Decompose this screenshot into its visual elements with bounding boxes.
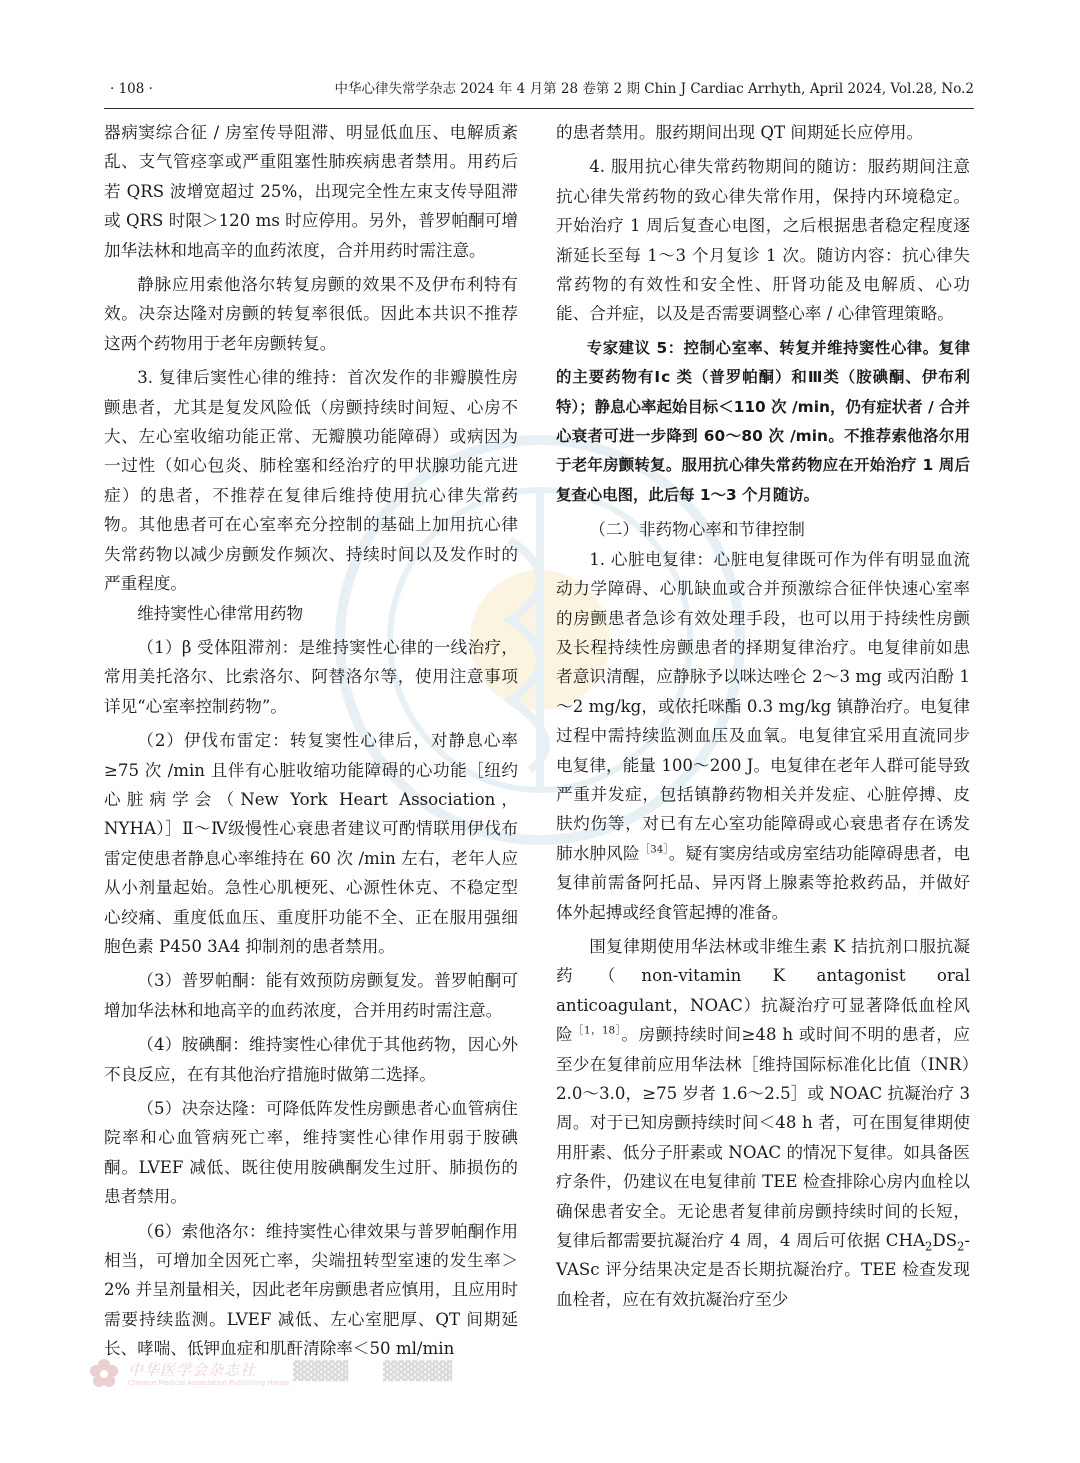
subscript: 2 [957, 1239, 965, 1254]
paragraph-3: 3. 复律后窦性心律的维持：首次发作的非瓣膜性房颤患者，尤其是复发风险低（房颤持续时间短、心房不大、左心室收缩功能正常、无瓣膜功能障碍）或病因为一过性（如心包炎、肺栓塞和经治疗的甲状腺功能亢进症）的患者，不推荐在复律后维持使用抗心律失常药物。其他患者可在心室率充分控制的基础上加用抗心律失常药物以减少房颤发作频次、持续时间以及发作时的严重程度。 [104, 368, 518, 594]
drug-item-2: （2）伊伐布雷定：转复窦性心律后，对静息心率≥75 次 /min 且伴有心脏收缩功能障碍的心功能［纽约心脏病学会（New York Heart Association，NYHA）］Ⅱ～Ⅳ级慢性心衰患者建议可酌情联用伊伐布雷定使患者静息心率维持在 60 次 /min 左右，老年人应从小剂量起始。急性心肌梗死、心源性休克、不稳定型心绞痛、重度低血压、重度肝功能不全、正在服用强细胞色素 P450 3A4 抑制剂的患者禁用。 [104, 731, 518, 956]
publisher-footer [88, 1355, 488, 1395]
text-run: 。房颤持续时间≥48 h 或时间不明的患者，应至少在复律前应用华法林［维持国际标准化比值（INR）2.0～3.0，≥75 岁者 1.6～2.5］或 NOAC 抗凝治疗 3 周。对于已知房颤持续时间＜48 h 者，可在围复律期使用肝素、低分子肝素或 NOAC 的情况下复律。如具备医疗条件，仍建议在电复律前 TEE 检查排除心房内血栓以确保患者安全。无论患者复律前房颤持续时间的长短，复律后都需要抗凝治疗 4 周，4 周后可依据 CHA [556, 1025, 970, 1251]
publisher-name-en: Chinese Medical Association Publishing House [128, 1379, 290, 1387]
page-number: · 108 · [110, 81, 153, 97]
reference-citation: ［34］ [639, 843, 669, 856]
paragraph-r3 [556, 545, 970, 927]
text-run: 1. 心脏电复律：心脏电复律既可作为伴有明显血流动力学障碍、心肌缺血或合并预激综合征伴快速心室率的房颤患者急诊有效处理手段，也可以用于持续性房颤及长程持续性房颤患者的择期复律治疗。电复律前如患者意识清醒，应静脉予以咪达唑仑 2～3 mg 或丙泊酚 1～2 mg/kg，或依托咪酯 0.3 mg/kg 镇静治疗。电复律过程中需持续监测血压及血氧。电复律宜采用直流同步电复律，能量 100～200 J。电复律在老年人群可能导致严重并发症，包括镇静药物相关并发症、心脏停搏、皮肤灼伤等，对已有左心室功能障碍或心衰患者存在诱发肺水肿风险 [556, 549, 970, 863]
left-column [104, 118, 518, 1364]
drug-item-3: （3）普罗帕酮：能有效预防房颤复发。普罗帕酮可增加华法林和地高辛的血药浓度，合并用药时需注意。 [104, 971, 518, 1020]
section-heading: （二）非药物心率和节律控制 [589, 520, 805, 540]
running-header [104, 78, 974, 109]
text-run: 围复律期使用华法林或非维生素 K 拮抗剂口服抗凝药（non-vitamin K antagonist oral anticoagulant，NOAC）抗凝治疗可显著降低血栓风险 [556, 936, 970, 1045]
drug-item-1: （1）β 受体阻滞剂：是维持窦性心律的一线治疗，常用美托洛尔、比索洛尔、阿替洛尔等，使用注意事项详见“心室率控制药物”。 [104, 637, 518, 716]
paragraph-2: 静脉应用索他洛尔转复房颤的效果不及伊布利特有效。决奈达隆对房颤的转复率很低。因此本共识不推荐这两个药物用于老年房颤转复。 [104, 275, 518, 353]
text-run: DS [932, 1231, 957, 1251]
paragraph-r4 [556, 932, 970, 1314]
expert-recommendation: 专家建议 5：控制心室率、转复并维持窦性心律。复律的主要药物有Ⅰc 类（普罗帕酮）和Ⅲ类（胺碘酮、伊布利特）；静息心率起始目标＜110 次 /min，仍有症状者 / 合并心衰者可进一步降到 60～80 次 /min。不推荐索他洛尔用于老年房颤转复。服用抗心律失常药物应在开始治疗 1 周后复查心电图，此后每 1～3 个月随访。 [556, 338, 970, 504]
drug-item-4: （4）胺碘酮：维持窦性心律优于其他药物，因心外不良反应，在有其他治疗措施时做第二选择。 [104, 1035, 518, 1084]
footer-mark: ▓▓▓▓▓ [383, 1361, 453, 1382]
drug-item-5: （5）决奈达隆：可降低阵发性房颤患者心血管病住院率和心血管病死亡率，维持窦性心律作用弱于胺碘酮。LVEF 减低、既往使用胺碘酮发生过肝、肺损伤的患者禁用。 [104, 1099, 518, 1207]
text-run: 。疑有窦房结或房室结功能障碍患者，电复律前需备阿托品、异丙肾上腺素等抢救药品，并做好体外起搏或经食管起搏的准备。 [556, 843, 970, 922]
journal-citation: 中华心律失常学杂志 2024 年 4 月第 28 卷第 2 期 Chin J Cardiac Arrhyth, April 2024, Vol.28, No.2 [334, 81, 974, 97]
reference-citation: ［1，18］ [573, 1024, 622, 1037]
paragraph-r2: 4. 服用抗心律失常药物期间的随访：服药期间注意抗心律失常药物的致心律失常作用，保持内环境稳定。开始治疗 1 周后复查心电图，之后根据患者稳定程度逐渐延长至每 1～3 个月复诊 1 次。随访内容：抗心律失常药物的有效性和安全性、肝肾功能及电解质、心功能、合并症，以及是否需要调整心率 / 心律管理策略。 [556, 157, 970, 324]
text-run: -VASc 评分结果决定是否长期抗凝治疗。TEE 检查发现血栓者，应在有效抗凝治疗至少 [556, 1231, 970, 1309]
publisher-flower-logo-icon [88, 1357, 120, 1389]
subheading-drugs: 维持窦性心律常用药物 [137, 603, 304, 623]
right-column [556, 118, 970, 1314]
paragraph-r1: 的患者禁用。服药期间出现 QT 间期延长应停用。 [556, 123, 924, 142]
publisher-name: 中华医学会杂志社 [128, 1361, 257, 1379]
footer-mark: ▓▓▓▓ [293, 1361, 349, 1382]
subscript: 2 [924, 1239, 933, 1254]
drug-item-6: （6）索他洛尔：维持窦性心律效果与普罗帕酮作用相当，可增加全因死亡率，尖端扭转型室速的发生率＞2% 并呈剂量相关，因此老年房颤患者应慎用，且应用时需要持续监测。LVEF 减低、左心室肥厚、QT 间期延长、哮喘、低钾血症和肌酐清除率＜50 ml/min [104, 1221, 518, 1359]
paragraph-1: 器病窦综合征 / 房室传导阻滞、明显低血压、电解质紊乱、支气管痉挛或严重阻塞性肺疾病患者禁用。用药后若 QRS 波增宽超过 25%，出现完全性左束支传导阻滞或 QRS 时限＞120 ms 时应停用。另外，普罗帕酮可增加华法林和地高辛的血药浓度，合并用药时需注意。 [104, 123, 518, 260]
